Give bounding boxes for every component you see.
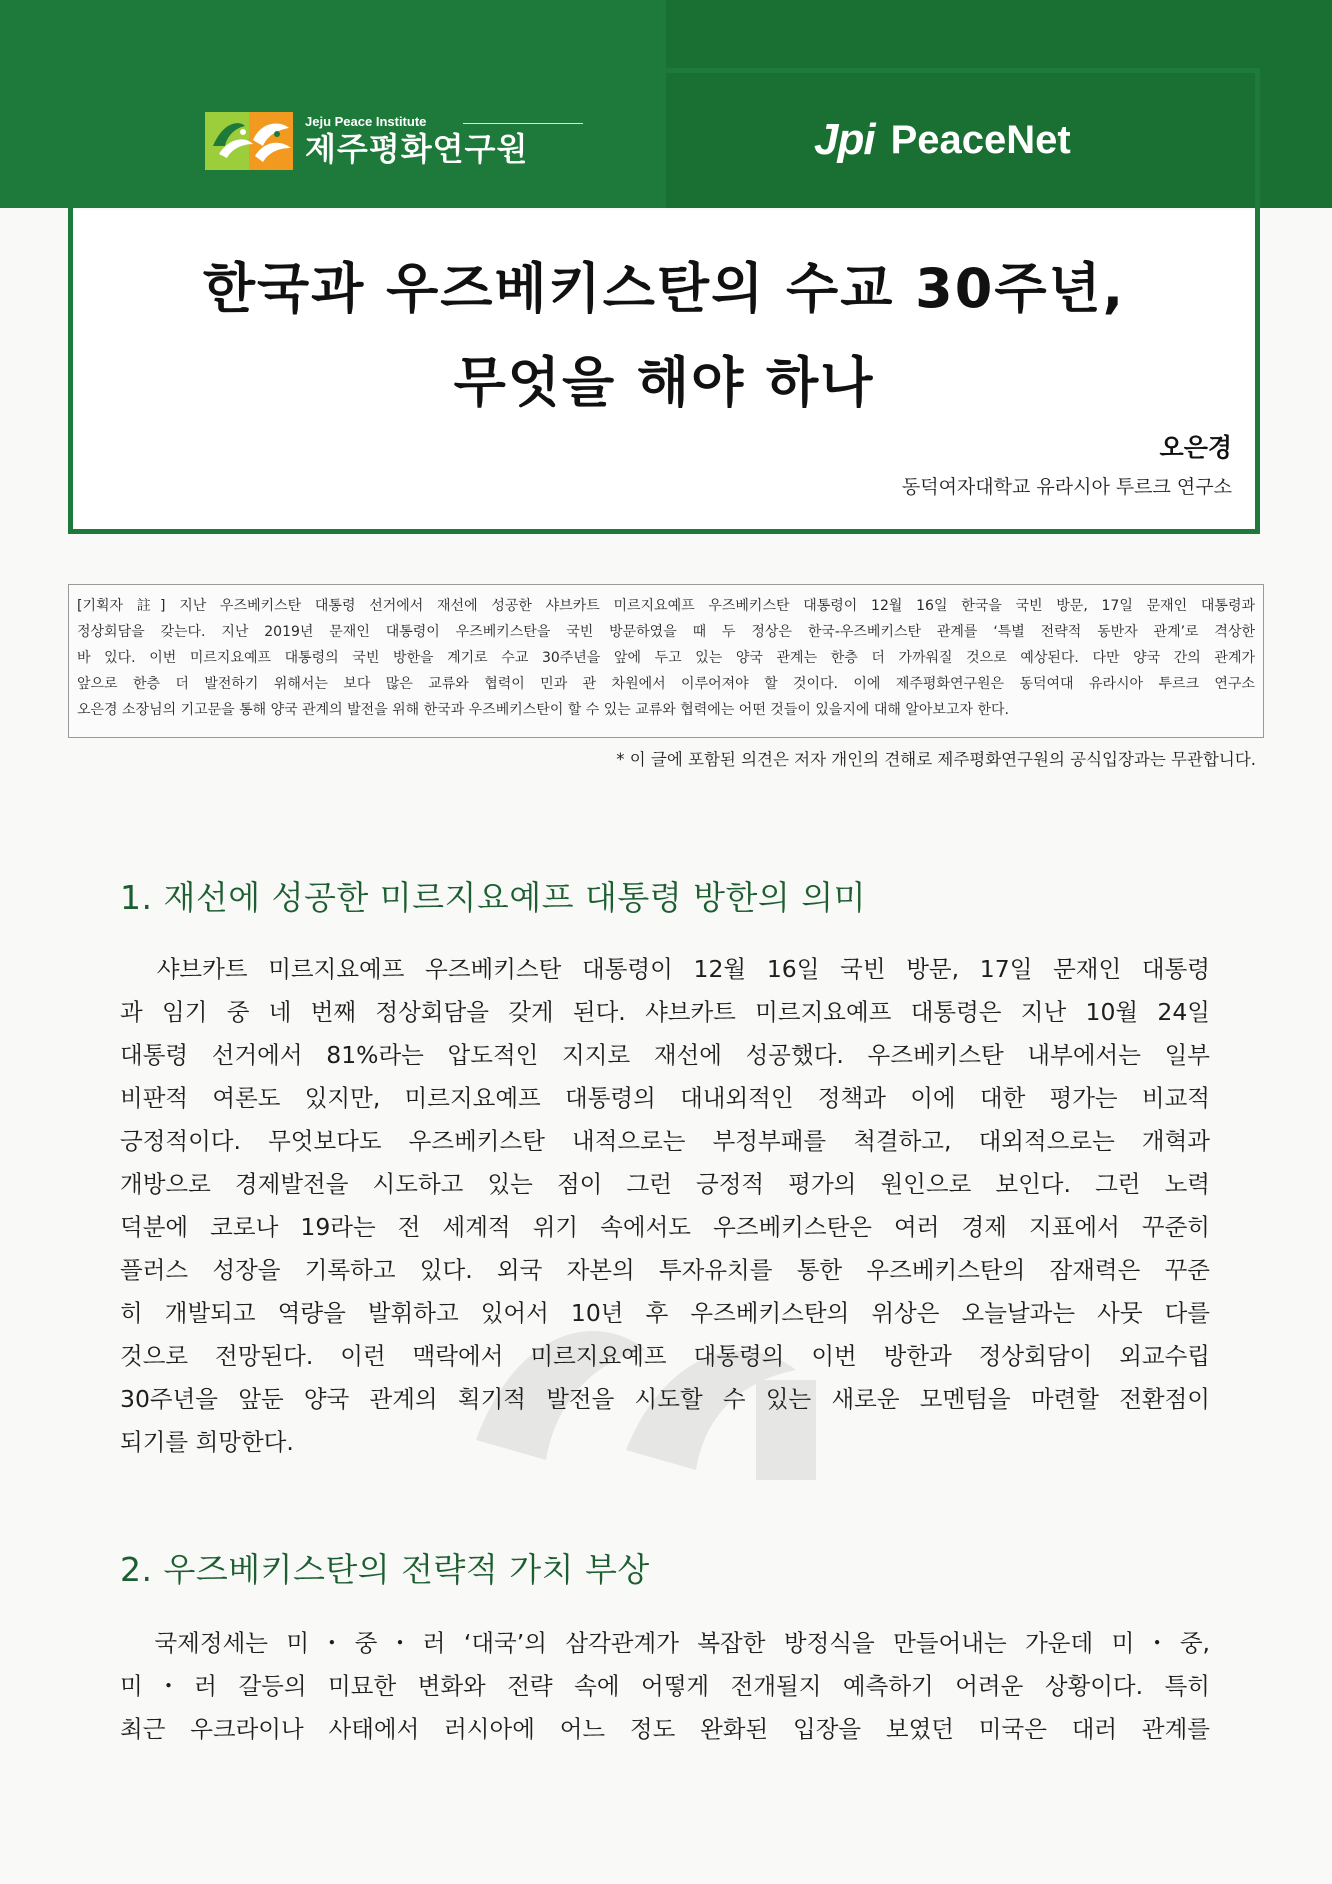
paragraph-line: 비판적 여론도 있지만, 미르지요예프 대통령의 대내외적인 정책과 이에 대한 평가는 비교적 <box>120 1084 1210 1112</box>
paragraph-line: 긍정적이다. 무엇보다도 우즈베키스탄 내적으로는 부정부패를 척결하고, 대외적으로는 개혁과 <box>120 1127 1210 1155</box>
paragraph-line: 덕분에 코로나 19라는 전 세계적 위기 속에서도 우즈베키스탄은 여러 경제 지표에서 꾸준히 <box>120 1213 1210 1241</box>
paragraph-line: 국제정세는 미・중・러 ‘대국’의 삼각관계가 복잡한 방정식을 만들어내는 가운데 미・중, <box>120 1629 1210 1657</box>
paragraph-line: 되기를 희망한다. <box>120 1428 294 1456</box>
institute-name-divider <box>463 123 583 124</box>
paragraph-line: 샤브카트 미르지요예프 우즈베키스탄 대통령이 12월 16일 국빈 방문, 17일 문재인 대통령 <box>120 955 1210 983</box>
paragraph-line: 개방으로 경제발전을 시도하고 있는 점이 그런 긍정적 평가의 원인으로 보인다. 그런 노력 <box>120 1170 1210 1198</box>
section-heading-1: 1. 재선에 성공한 미르지요예프 대통령 방한의 의미 <box>120 878 866 917</box>
institute-name-en: Jeju Peace Institute <box>305 113 427 129</box>
editor-note-line: 앞으로 한층 더 발전하기 위해서는 보다 많은 교류와 협력이 민과 관 차원에서 이루어져야 할 것이다. 이에 제주평화연구원은 동덕여대 유라시아 투르크 연구소 <box>77 676 1255 692</box>
editor-note-line: 오은경 소장님의 기고문을 통해 양국 관계의 발전을 위해 한국과 우즈베키스탄이 할 수 있는 교류와 협력에는 어떤 것들이 있을지에 대해 알아보고자 한다. <box>77 702 1009 718</box>
paragraph-line: 대통령 선거에서 81%라는 압도적인 지지로 재선에 성공했다. 우즈베키스탄 내부에서는 일부 <box>120 1041 1210 1069</box>
peacenet-name: PeaceNet <box>890 117 1071 162</box>
jeju-peace-institute-logo[interactable] <box>205 110 528 172</box>
editor-note-line: 정상회담을 갖는다. 지난 2019년 문재인 대통령이 우즈베키스탄을 국빈 방문하였을 때 두 정상은 한국-우즈베키스탄 관계를 ‘특별 전략적 동반자 관계’로 격상한 <box>77 624 1255 640</box>
article-title-line-2: 무엇을 해야 하나 <box>453 351 875 414</box>
editor-note-line: [기획자 註] 지난 우즈베키스탄 대통령 선거에서 재선에 성공한 샤브카트 미르지요예프 우즈베키스탄 대통령이 12월 16일 한국을 국빈 방문, 17일 문재인 대통령과 <box>77 598 1255 614</box>
section-2-body <box>120 1622 1210 1751</box>
dove-logo-icon <box>205 110 295 172</box>
jpi-mark: Jpi <box>814 115 875 164</box>
disclaimer-note: * 이 글에 포함된 의견은 저자 개인의 견해로 제주평화연구원의 공식입장과는 무관합니다. <box>616 750 1256 769</box>
section-heading-2: 2. 우즈베키스탄의 전략적 가치 부상 <box>120 1550 650 1589</box>
paragraph-line: 플러스 성장을 기록하고 있다. 외국 자본의 투자유치를 통한 우즈베키스탄의 잠재력은 꾸준 <box>120 1256 1210 1284</box>
section-1-body <box>120 948 1210 1464</box>
paragraph-line: 히 개발되고 역량을 발휘하고 있어서 10년 후 우즈베키스탄의 위상은 오늘날과는 사뭇 다를 <box>120 1299 1210 1327</box>
paragraph-line: 미・러 갈등의 미묘한 변화와 전략 속에 어떻게 전개될지 예측하기 어려운 상황이다. 특히 <box>120 1672 1210 1700</box>
peacenet-logo[interactable] <box>814 115 1071 165</box>
author-affiliation: 동덕여자대학교 유라시아 투르크 연구소 <box>901 476 1232 498</box>
paragraph-line: 과 임기 중 네 번째 정상회담을 갖게 된다. 샤브카트 미르지요예프 대통령은 지난 10월 24일 <box>120 998 1210 1026</box>
editor-note-box <box>68 584 1264 738</box>
editor-note-line: 바 있다. 이번 미르지요예프 대통령의 국빈 방한을 계기로 수교 30주년을 앞에 두고 있는 양국 관계는 한층 더 가까워질 것으로 예상된다. 다만 양국 간의 관계가 <box>77 650 1255 666</box>
paragraph-line: 30주년을 앞둔 양국 관계의 획기적 발전을 시도할 수 있는 새로운 모멘텀을 마련할 전환점이 <box>120 1385 1210 1413</box>
institute-name <box>305 114 528 169</box>
article-title-line-1: 한국과 우즈베키스탄의 수교 30주년, <box>202 257 1126 320</box>
paragraph-line: 것으로 전망된다. 이런 맥락에서 미르지요예프 대통령의 이번 방한과 정상회담이 외교수립 <box>120 1342 1210 1370</box>
institute-name-ko: 제주평화연구원 <box>305 129 529 168</box>
paragraph-line: 최근 우크라이나 사태에서 러시아에 어느 정도 완화된 입장을 보였던 미국은 대러 관계를 <box>120 1715 1210 1743</box>
author-name: 오은경 <box>1159 433 1232 462</box>
